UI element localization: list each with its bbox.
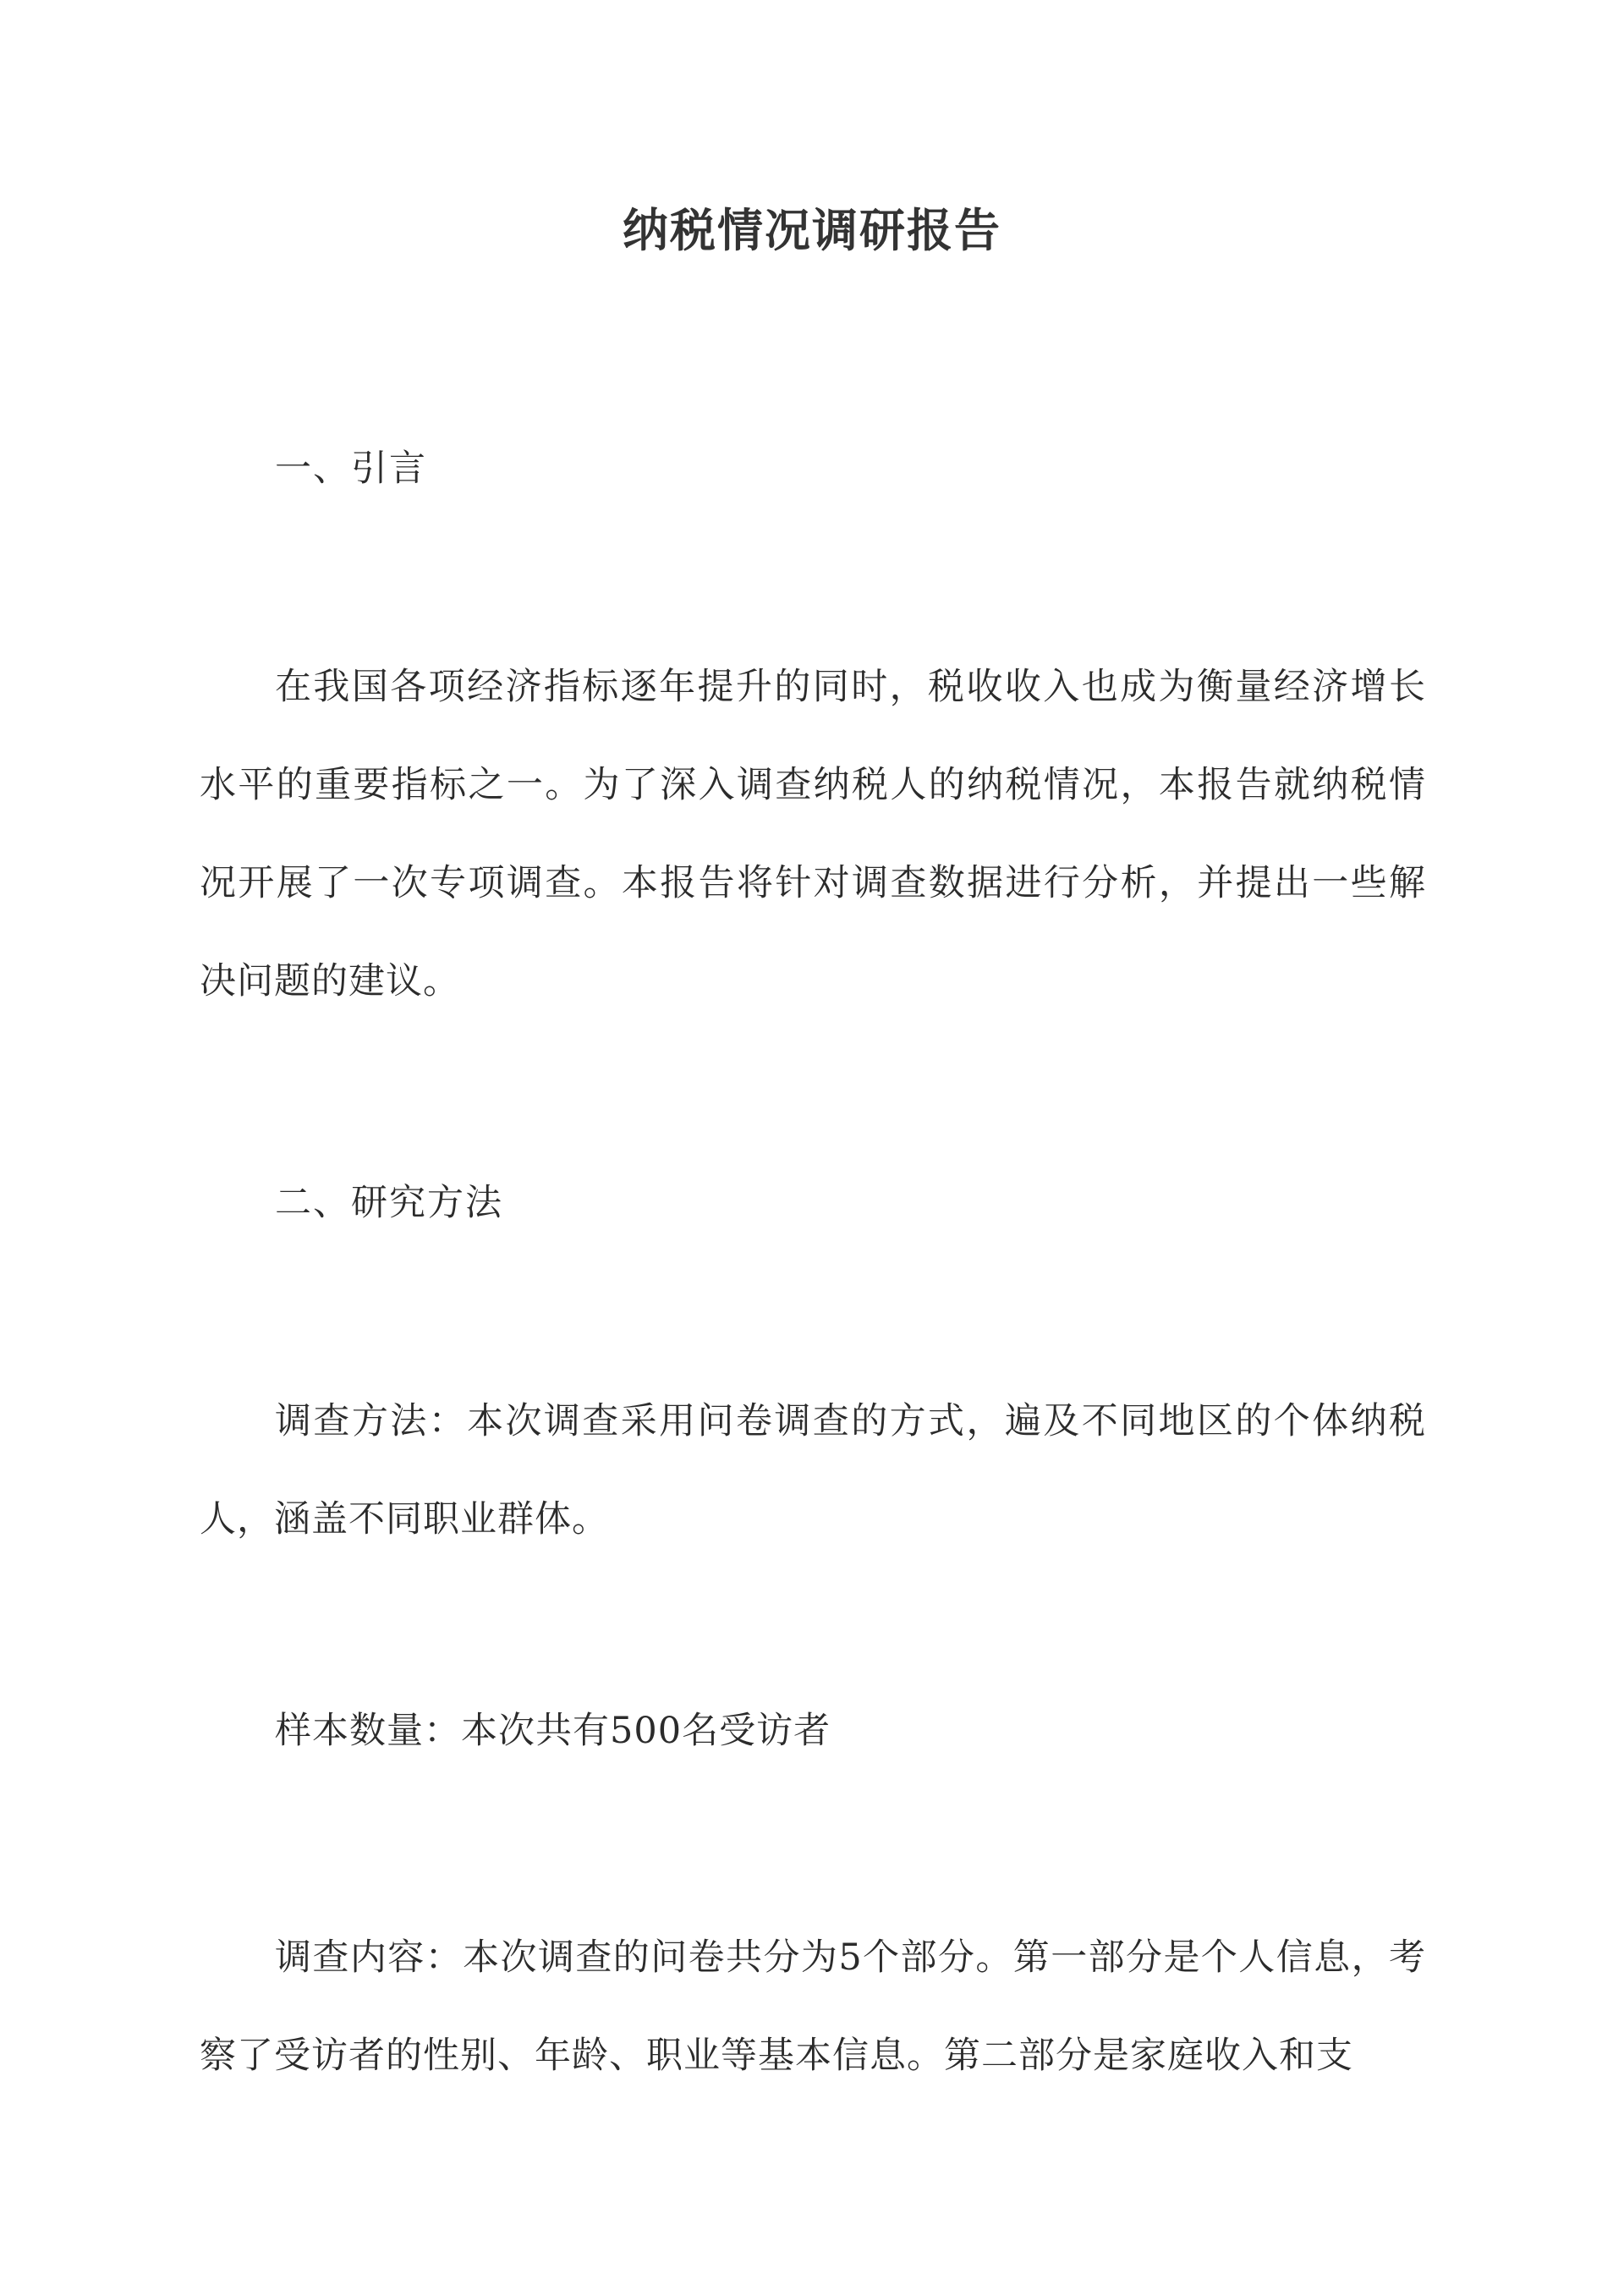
survey-method-paragraph: 调查方法：本次调查采用问卷调查的方式，遍及不同地区的个体纳税人，涵盖不同职业群体。 xyxy=(200,1400,1426,1541)
survey-content-paragraph: 调查内容：本次调查的问卷共分为5个部分。第一部分是个人信息，考察了受访者的性别、年龄、职业等基本信息。第二部分是家庭收入和支 xyxy=(200,1936,1426,2077)
sample-size-paragraph: 样本数量：本次共有500名受访者 xyxy=(275,1710,831,1752)
document-title: 纳税情况调研报告 xyxy=(623,203,1001,257)
section-heading-introduction: 一、引言 xyxy=(275,448,427,490)
introduction-paragraph: 在我国各项经济指标逐年提升的同时，税收收入也成为衡量经济增长水平的重要指标之一。为了深入调查纳税人的纳税情况，本报告就纳税情况开展了一次专项调查。本报告将针对调查数据进行分析，并提出一些解决问题的建议。 xyxy=(200,666,1426,1002)
section-heading-research-method: 二、研究方法 xyxy=(275,1182,503,1224)
